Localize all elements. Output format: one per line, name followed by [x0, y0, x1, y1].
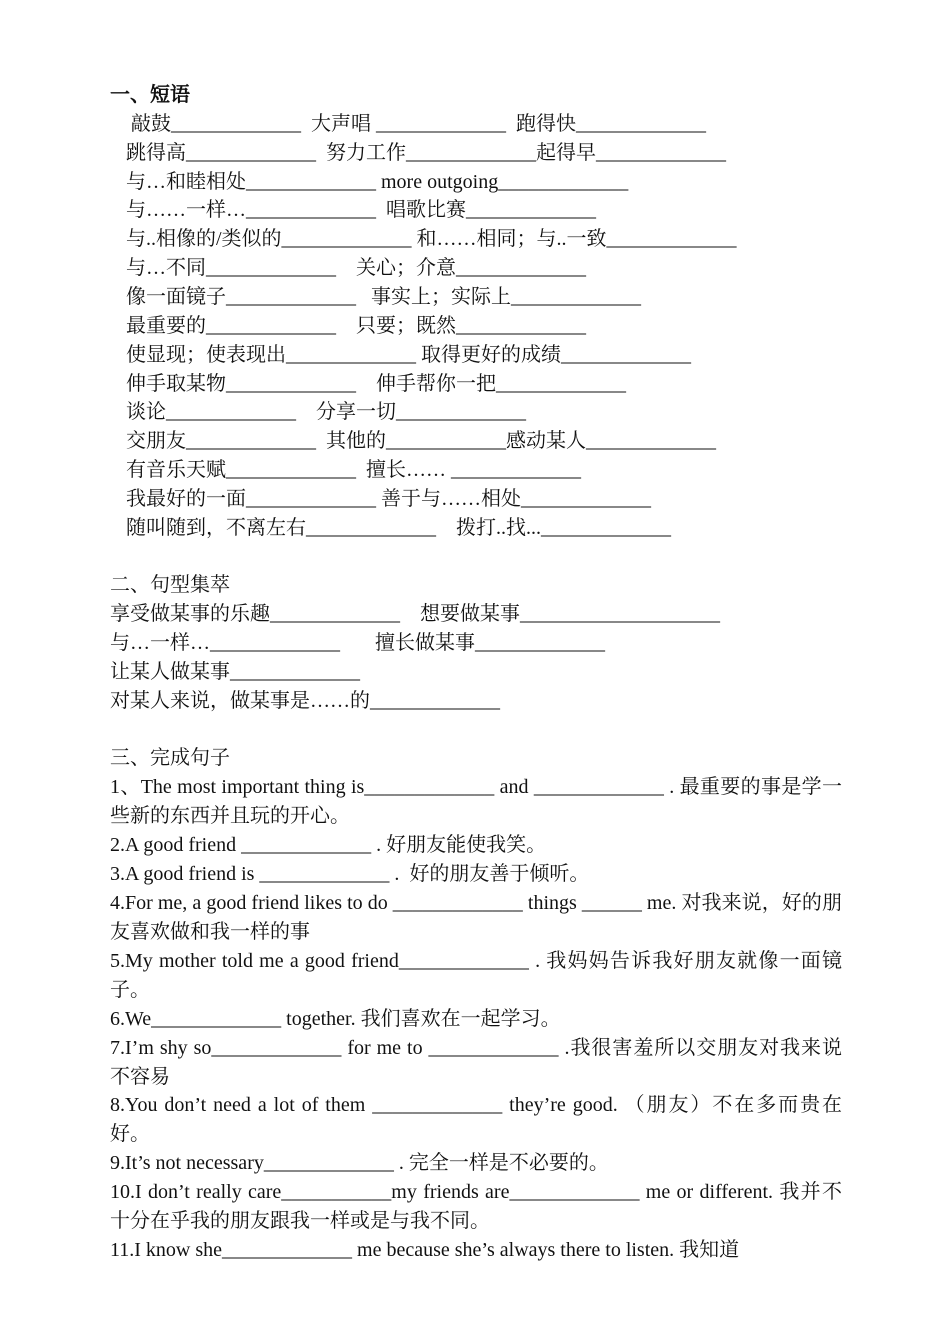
- exercise-number: 7.: [110, 1037, 125, 1059]
- exercise-chinese: 完全一样是不必要的。: [408, 1152, 609, 1174]
- exercise-number: 2.: [110, 834, 125, 856]
- exercise-english: A good friend _____________ .: [125, 834, 387, 856]
- exercise-number: 1、: [110, 776, 141, 798]
- phrase-line: 跳得高_____________ 努力工作_____________起得早_____________: [126, 142, 726, 164]
- exercise-english: I know she_____________ me because she’s always there to listen.: [134, 1239, 680, 1261]
- exercise-english: I’m shy so_____________ for me to _____________ .: [125, 1037, 570, 1059]
- exercise-english: For me, a good friend likes to do _____________ things ______ me.: [125, 892, 682, 914]
- exercise-item: [110, 889, 842, 947]
- exercise-item: [110, 1005, 842, 1034]
- exercise-chinese: 我们喜欢在一起学习。: [360, 1008, 561, 1030]
- exercise-item: [110, 1034, 842, 1092]
- sentence-line: 对某人来说，做某事是……的_____________: [110, 690, 500, 712]
- sentence-line: 享受做某事的乐趣_____________ 想要做某事____________________: [110, 603, 720, 625]
- exercise-chinese: 我知道: [679, 1239, 740, 1261]
- section-title-phrases: 一、短语: [110, 84, 190, 106]
- phrase-line: 敲鼓_____________ 大声唱 _____________ 跑得快_____________: [126, 113, 706, 135]
- phrase-line: 我最好的一面_____________ 善于与……相处_____________: [126, 488, 651, 510]
- exercise-item: [110, 1149, 842, 1178]
- exercise-english: My mother told me a good friend_____________ .: [125, 950, 547, 972]
- exercise-item: [110, 947, 842, 1005]
- phrase-line: 交朋友_____________ 其他的____________感动某人_____________: [126, 430, 716, 452]
- exercise-item: [110, 860, 842, 889]
- exercise-number: 11.: [110, 1239, 135, 1261]
- phrase-line: 与…不同_____________ 关心；介意_____________: [126, 257, 586, 279]
- exercise-english: You don’t need a lot of them _____________ they’re good.: [125, 1094, 625, 1116]
- exercise-number: 3.: [110, 863, 125, 885]
- exercise-chinese: 我妈妈告诉我好朋友就像一面镜子。: [110, 950, 842, 1001]
- phrase-line: 与…和睦相处_____________ more outgoing_____________: [126, 171, 629, 193]
- exercise-number: 4.: [110, 892, 125, 914]
- exercise-chinese: 对我来说，好的朋友喜欢做和我一样的事: [110, 892, 842, 943]
- exercise-chinese: 好的朋友善于倾听。: [404, 863, 590, 885]
- exercise-number: 10.: [110, 1181, 135, 1203]
- exercise-english: We_____________ together.: [125, 1008, 361, 1030]
- exercise-chinese: 我很害羞所以交朋友对我来说不容易: [110, 1037, 843, 1088]
- exercise-item: [110, 1091, 842, 1149]
- exercise-item: [110, 1178, 842, 1236]
- section-title-completion: 三、完成句子: [110, 747, 230, 769]
- exercise-item: [110, 773, 842, 831]
- exercise-item: [110, 1236, 842, 1265]
- phrase-line: 与..相像的/类似的_____________ 和……相同；与..一致_____________: [126, 228, 737, 250]
- exercise-item: [110, 831, 842, 860]
- phrase-line: 谈论_____________ 分享一切_____________: [126, 401, 526, 423]
- phrase-line: 有音乐天赋_____________ 擅长…… _____________: [126, 459, 581, 481]
- phrase-line: 像一面镜子_____________ 事实上；实际上_____________: [126, 286, 641, 308]
- exercise-chinese: 我并不十分在乎我的朋友跟我一样或是与我不同。: [110, 1181, 843, 1232]
- exercise-chinese: 好朋友能使我笑。: [386, 834, 547, 856]
- exercise-chinese: （朋友）不在多而贵在好。: [110, 1094, 842, 1145]
- section-title-sentences: 二、句型集萃: [110, 574, 230, 596]
- phrase-line: 与……一样…_____________ 唱歌比赛_____________: [126, 199, 596, 221]
- phrase-line: 最重要的_____________ 只要；既然_____________: [126, 315, 586, 337]
- phrase-line: 使显现；使表现出_____________ 取得更好的成绩_____________: [126, 344, 691, 366]
- exercise-number: 9.: [110, 1152, 125, 1174]
- phrase-line: 伸手取某物_____________ 伸手帮你一把_____________: [126, 373, 626, 395]
- exercise-english: A good friend is _____________ .: [125, 863, 405, 885]
- exercise-number: 8.: [110, 1094, 125, 1116]
- sentence-line: 与…一样…_____________ 擅长做某事_____________: [110, 632, 605, 654]
- phrase-line: 随叫随到，不离左右_____________ 拨打..找..._____________: [126, 517, 671, 539]
- exercise-english: It’s not necessary_____________ .: [125, 1152, 409, 1174]
- exercise-chinese: 最重要的事是学一些新的东西并且玩的开心。: [110, 776, 843, 827]
- exercise-english: I don’t really care___________my friends are_____________ me or different.: [135, 1181, 780, 1203]
- sentence-line: 让某人做某事_____________: [110, 661, 360, 683]
- exercise-number: 6.: [110, 1008, 125, 1030]
- exercise-number: 5.: [110, 950, 125, 972]
- exercise-english: The most important thing is_____________ and _____________ .: [140, 776, 680, 798]
